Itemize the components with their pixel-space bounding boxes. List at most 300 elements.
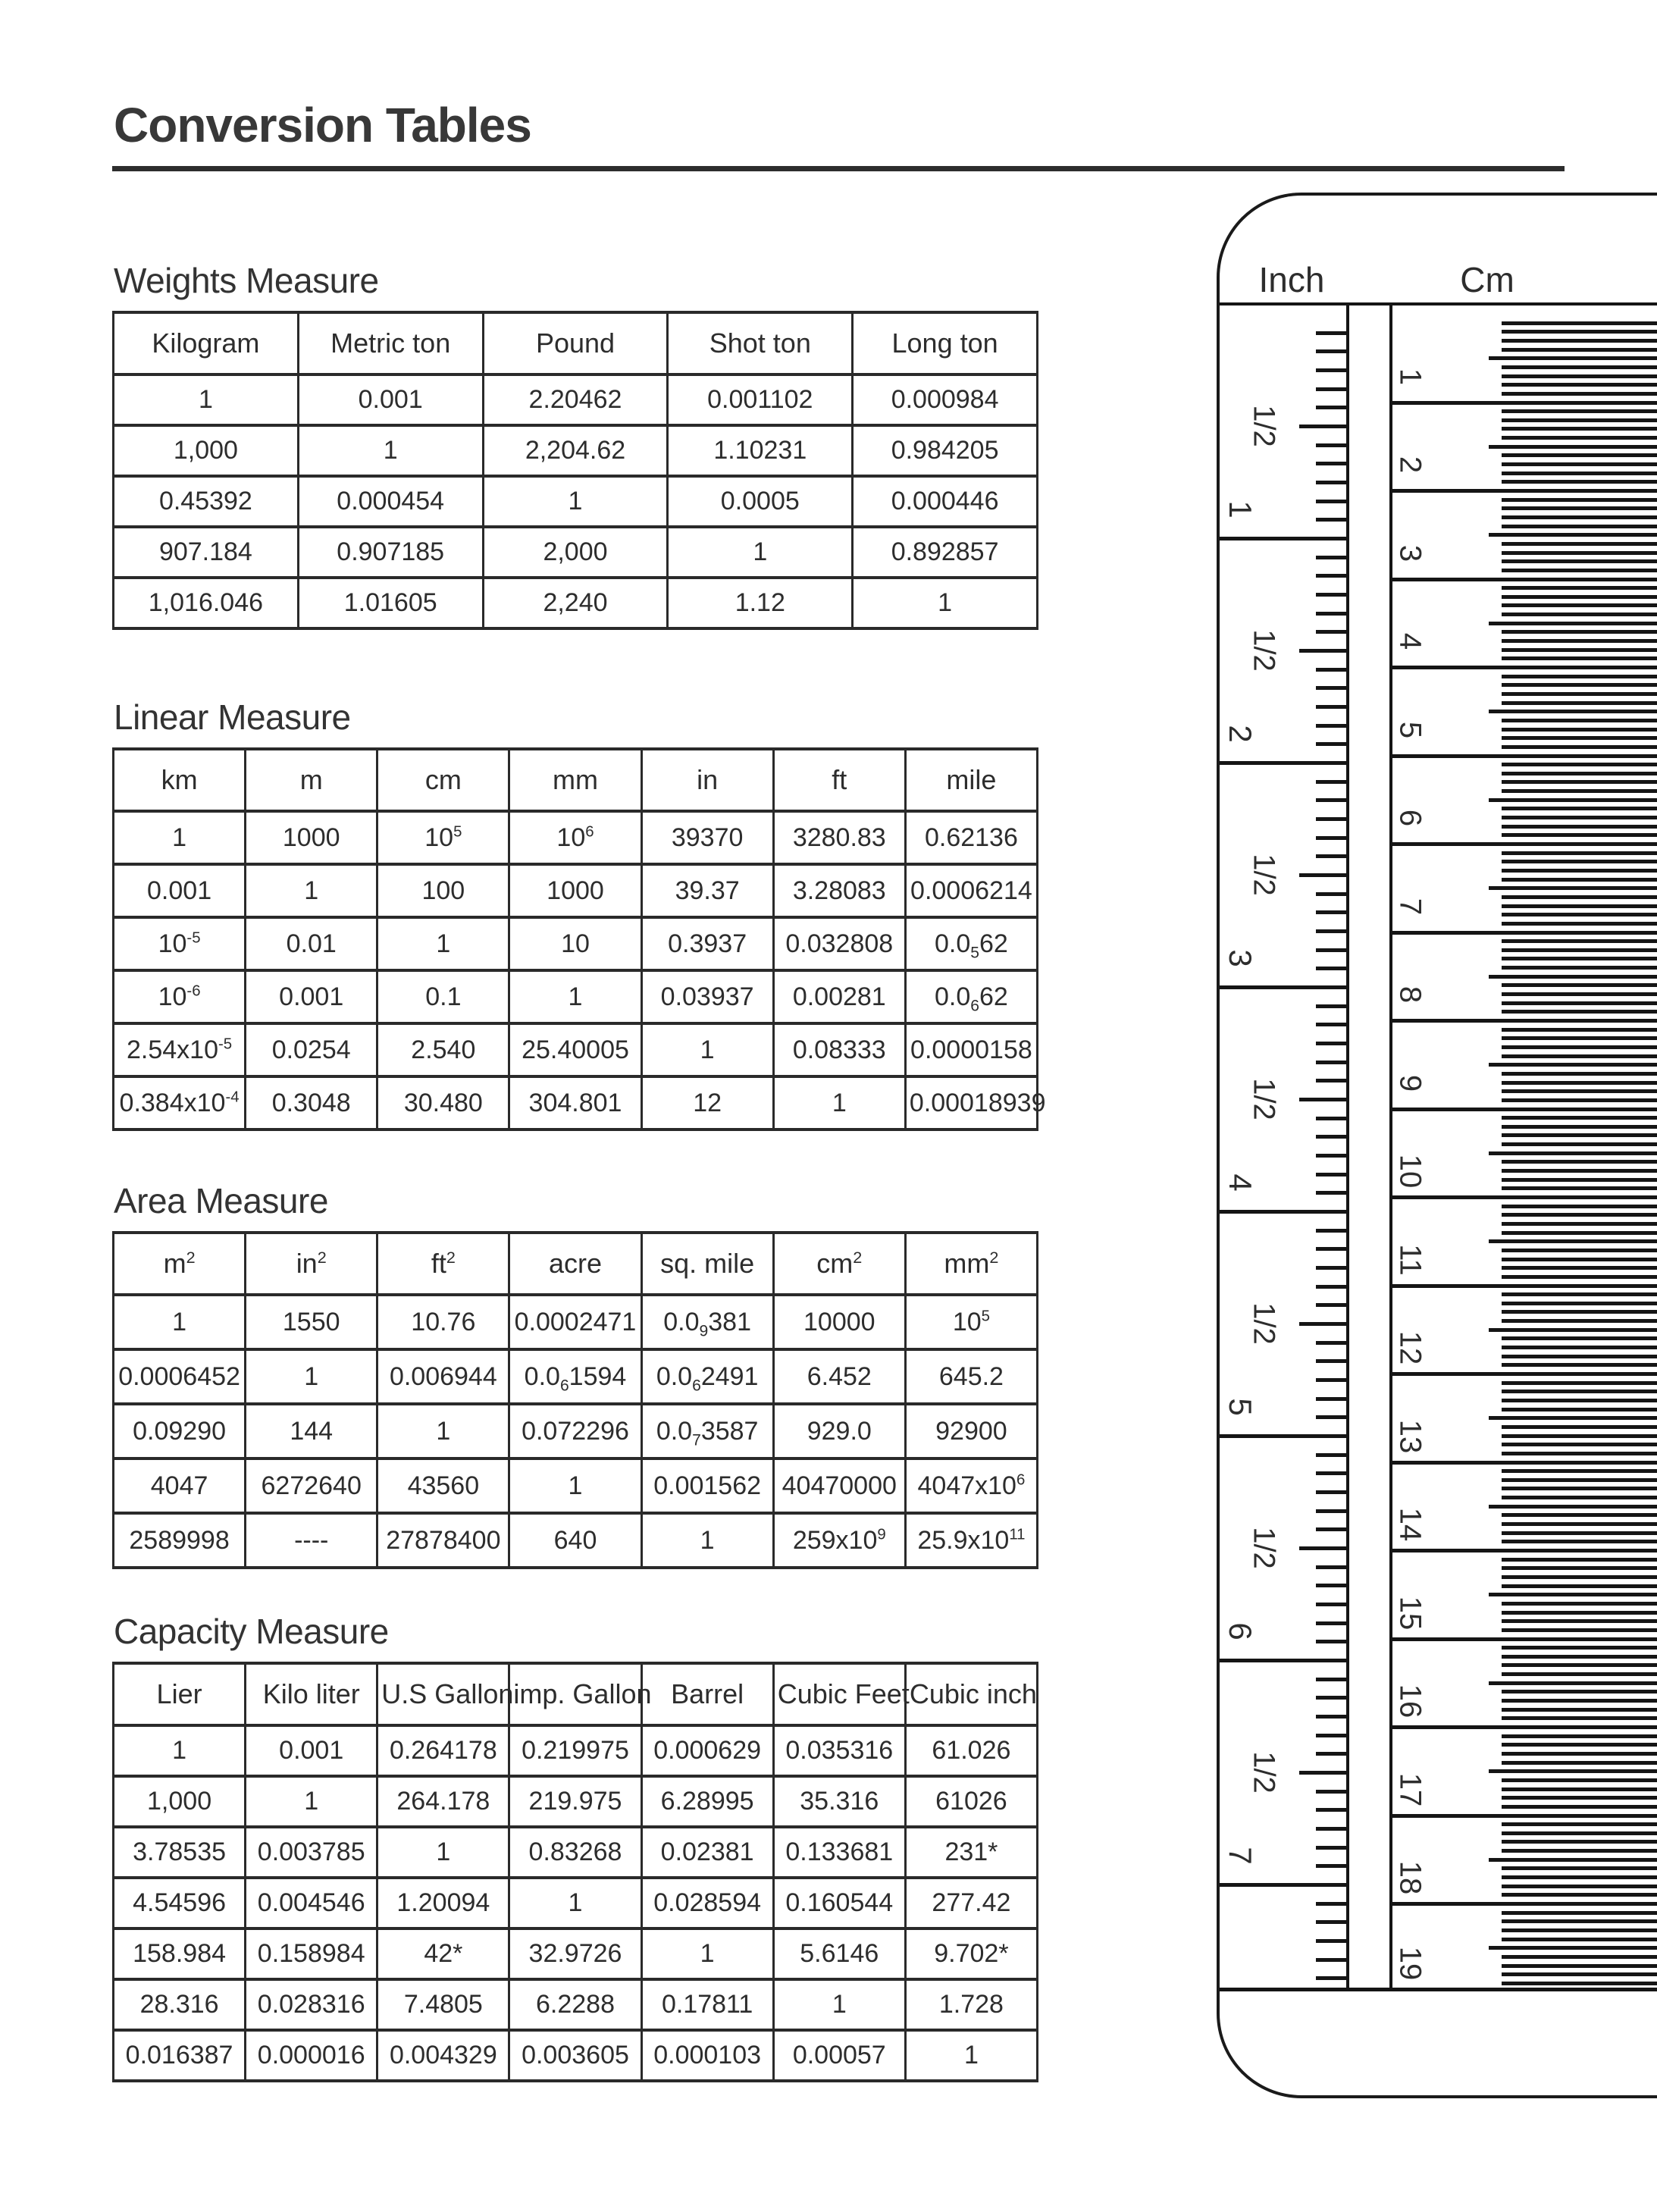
title-rule [112,166,1565,171]
mm-tick [1502,1258,1657,1261]
mm-tick [1502,1531,1657,1535]
cm-number: 18 [1393,1860,1427,1895]
table-row [114,1023,1038,1076]
mm-tick [1502,409,1657,413]
cm-number: 13 [1393,1419,1427,1454]
mm-tick [1502,1487,1657,1490]
mm-tick [1502,515,1657,519]
mm-tick [1502,1390,1657,1393]
table-cell: $0.0_73587$ [641,1404,773,1458]
table-cell: 4047 [114,1458,246,1513]
inch-tick [1316,1378,1346,1382]
table-cell: 42* [377,1928,509,1979]
mm-tick [1502,948,1657,952]
mm-tick [1502,878,1657,882]
table-cell: 32.9726 [509,1928,641,1979]
table-cell: 3.78535 [114,1827,246,1878]
cm-line [1389,578,1657,581]
table-cell: 9.702* [905,1928,1037,1979]
table-cell: $0.0_61594$ [509,1349,641,1404]
inch-line [1220,537,1346,540]
mm-tick [1502,656,1657,660]
table-cell: 6272640 [246,1458,377,1513]
inch-tick [1316,462,1346,465]
cm-line [1389,1902,1657,1906]
table-cell: 0.006944 [377,1349,509,1404]
mm-tick [1502,1434,1657,1438]
table-header-cell: $m^2$ [114,1233,246,1295]
table-cell: 0.62136 [905,811,1037,864]
table-cell: 4.54596 [114,1878,246,1928]
half-cm-tick [1489,1416,1657,1420]
ruler-scale-top-line [1220,302,1657,305]
weights-measure-table [112,311,1038,630]
table-cell: 10000 [773,1295,905,1349]
mm-tick [1502,675,1657,678]
cm-number: 12 [1393,1330,1427,1365]
mm-tick [1502,613,1657,616]
half-cm-tick [1489,1946,1657,1950]
inch-half-tick [1299,1546,1346,1550]
half-inch-label: 1/2 [1247,1527,1281,1569]
half-cm-tick [1489,1151,1657,1155]
cm-number: 8 [1393,985,1427,1004]
cm-number: 2 [1393,456,1427,474]
table-cell: 1 [246,1776,377,1827]
table-header-row [114,1233,1038,1295]
table-row [114,2030,1038,2081]
mm-tick [1502,1646,1657,1650]
mm-tick [1502,418,1657,422]
inch-tick [1316,1846,1346,1850]
inch-tick [1316,910,1346,914]
inch-tick [1316,668,1346,672]
table-row [114,374,1038,425]
table-cell: 0.03937 [641,970,773,1023]
mm-tick [1502,1231,1657,1235]
mm-tick [1502,1072,1657,1076]
table-cell: 39.37 [641,864,773,917]
mm-tick [1502,1275,1657,1279]
mm-tick [1502,1708,1657,1712]
cm-number: 7 [1393,898,1427,916]
inch-tick [1316,1958,1346,1962]
table-cell: 35.316 [773,1776,905,1827]
section-title: Capacity Measure [114,1612,389,1651]
table-cell: 0.01 [246,917,377,970]
table-cell: 645.2 [905,1349,1037,1404]
mm-tick [1502,321,1657,325]
area-measure-table [112,1231,1038,1569]
table-row [114,1404,1038,1458]
table-header-cell: $cm^2$ [773,1233,905,1295]
half-cm-tick [1489,622,1657,625]
table-cell: 1 [483,476,668,527]
ruler-cm-edge-line [1389,304,1392,1989]
section-linear-measure [112,696,1046,1131]
mm-tick [1502,348,1657,352]
table-cell: 0.001 [246,970,377,1023]
table-header-cell: imp. Gallon [509,1663,641,1725]
ruler-cm-heading: Cm [1460,260,1514,299]
mm-tick [1502,1310,1657,1314]
table-cell: 0.17811 [641,1979,773,2030]
inch-number: 2 [1223,725,1258,743]
mm-tick [1502,1938,1657,1941]
table-cell: 1.12 [668,578,853,628]
mm-tick [1502,1628,1657,1632]
inch-tick [1316,1303,1346,1307]
inch-tick [1316,1079,1346,1083]
table-cell: 1 [641,1928,773,1979]
table-header-row [114,312,1038,374]
mm-tick [1502,1690,1657,1693]
cm-line [1389,1814,1657,1818]
inch-tick [1316,780,1346,784]
table-cell: 3.28083 [773,864,905,917]
mm-tick [1502,1213,1657,1217]
mm-tick [1502,1619,1657,1623]
table-header-cell: mile [905,749,1037,811]
table-header-cell: Cubic Feet [773,1663,905,1725]
inch-tick [1316,556,1346,559]
table-row [114,811,1038,864]
inch-tick [1316,1715,1346,1719]
mm-tick [1502,595,1657,599]
table-header-row [114,749,1038,811]
table-cell: 1 [246,864,377,917]
inch-tick [1316,1247,1346,1251]
inch-tick [1316,1135,1346,1139]
table-row [114,476,1038,527]
section-capacity-measure [112,1610,1038,2082]
mm-tick [1502,1045,1657,1049]
inch-tick [1316,724,1346,728]
mm-tick [1502,966,1657,970]
inch-tick [1316,1341,1346,1345]
mm-tick [1502,745,1657,749]
inch-tick [1316,854,1346,858]
table-cell: 61.026 [905,1725,1037,1776]
mm-tick [1502,1734,1657,1738]
inch-number: 3 [1223,949,1258,967]
table-cell: $10^6$ [509,811,641,864]
mm-tick [1502,1381,1657,1385]
mm-tick [1502,807,1657,810]
table-cell: 40470000 [773,1458,905,1513]
mm-tick [1502,472,1657,475]
mm-tick [1502,1566,1657,1570]
table-header-cell: Shot ton [668,312,853,374]
table-cell: 0.133681 [773,1827,905,1878]
table-header-cell: ft [773,749,905,811]
mm-tick [1502,1787,1657,1791]
table-cell: 0.158984 [246,1928,377,1979]
half-inch-label: 1/2 [1247,405,1281,447]
table-cell: $2.54x10^{-5}$ [114,1023,246,1076]
table-cell: 0.001 [298,374,483,425]
table-cell: $0.0_662$ [905,970,1037,1023]
mm-tick [1502,1796,1657,1800]
half-cm-tick [1489,1681,1657,1685]
table-cell: $25.9x10^{11}$ [905,1513,1037,1568]
table-cell: 92900 [905,1404,1037,1458]
table-cell: 0.00057 [773,2030,905,2081]
inch-line [1220,1883,1346,1887]
mm-tick [1502,639,1657,643]
table-header-cell: U.S Gallon [377,1663,509,1725]
half-inch-label: 1/2 [1247,854,1281,896]
cm-line [1389,931,1657,935]
mm-tick [1502,1805,1657,1809]
cm-line [1389,754,1657,758]
inch-tick [1316,1154,1346,1158]
table-cell: 0.892857 [853,527,1038,578]
inch-number: 7 [1223,1847,1258,1865]
table-header-row [114,1663,1038,1725]
mm-tick [1502,833,1657,837]
mm-tick [1502,1178,1657,1182]
cm-number: 6 [1393,809,1427,827]
table-cell: 5.6146 [773,1928,905,1979]
table-row [114,1878,1038,1928]
inch-tick [1316,481,1346,484]
inch-tick [1316,443,1346,447]
table-cell: 0.003605 [509,2030,641,2081]
inch-half-tick [1299,425,1346,428]
inch-half-tick [1299,1098,1346,1101]
table-cell: 2589998 [114,1513,246,1568]
inch-tick [1316,1042,1346,1045]
cm-number: 3 [1393,544,1427,562]
table-row [114,527,1038,578]
table-cell: 1 [641,1513,773,1568]
table-cell: 907.184 [114,527,299,578]
inch-tick [1316,1808,1346,1812]
table-cell: 1000 [246,811,377,864]
mm-tick [1502,1355,1657,1358]
inch-tick [1316,406,1346,409]
mm-tick [1502,1336,1657,1340]
half-inch-label: 1/2 [1247,1751,1281,1794]
mm-tick [1502,1558,1657,1562]
table-cell: 0.0006452 [114,1349,246,1404]
table-cell: 30.480 [377,1076,509,1129]
table-cell: 0.000103 [641,2030,773,2081]
half-cm-tick [1489,533,1657,537]
table-cell: 0.00018939 [905,1076,1037,1129]
table-cell: 27878400 [377,1513,509,1568]
table-cell: 1 [114,1295,246,1349]
table-cell: 12 [641,1076,773,1129]
table-cell: 39370 [641,811,773,864]
table-cell: 43560 [377,1458,509,1513]
cm-line [1389,842,1657,846]
inch-tick [1316,1790,1346,1794]
inch-tick [1316,1359,1346,1363]
cm-line [1389,1461,1657,1465]
table-header-cell: sq. mile [641,1233,773,1295]
mm-tick [1502,1575,1657,1579]
cm-number: 5 [1393,721,1427,739]
mm-tick [1502,551,1657,555]
mm-tick [1502,1028,1657,1032]
cm-line [1389,1372,1657,1376]
inch-tick [1316,574,1346,578]
table-cell: 1 [246,1349,377,1404]
inch-tick [1316,593,1346,597]
ruler-inch-heading: Inch [1258,260,1325,299]
table-cell: 0.032808 [773,917,905,970]
table-cell: 0.001 [114,864,246,917]
table-cell: 1.728 [905,1979,1037,2030]
mm-tick [1502,1513,1657,1517]
mm-tick [1502,559,1657,563]
cm-line [1389,1637,1657,1641]
table-header-cell: Long ton [853,312,1038,374]
mm-tick [1502,719,1657,722]
table-cell: 61026 [905,1776,1037,1827]
mm-tick [1502,1928,1657,1932]
mm-tick [1502,1133,1657,1137]
mm-tick [1502,1761,1657,1765]
mm-tick [1502,1186,1657,1190]
table-cell: 1.10231 [668,425,853,476]
table-cell: 1 [114,811,246,864]
cm-number: 19 [1393,1946,1427,1981]
cm-number: 1 [1393,368,1427,386]
table-cell: 1 [509,970,641,1023]
inch-tick [1316,1584,1346,1587]
table-cell: 7.4805 [377,1979,509,2030]
mm-tick [1502,1222,1657,1226]
mm-tick [1502,913,1657,916]
table-cell: 0.0006214 [905,864,1037,917]
table-cell: 0.219975 [509,1725,641,1776]
inch-tick [1316,630,1346,634]
mm-tick [1502,1699,1657,1703]
table-cell: 2,240 [483,578,668,628]
inch-tick [1316,1696,1346,1700]
mm-tick [1502,1443,1657,1446]
half-cm-tick [1489,356,1657,360]
mm-tick [1502,1089,1657,1093]
table-cell: 0.003785 [246,1827,377,1878]
table-cell: 1000 [509,864,641,917]
table-cell: 0.000446 [853,476,1038,527]
table-cell: 0.984205 [853,425,1038,476]
mm-tick [1502,383,1657,387]
inch-tick [1316,929,1346,933]
inch-tick [1316,1004,1346,1008]
inch-tick [1316,1266,1346,1270]
table-cell: 1 [509,1458,641,1513]
inch-tick [1316,349,1346,353]
mm-tick [1502,498,1657,502]
table-header-cell: Cubic inch [905,1663,1037,1725]
table-cell: 1 [773,1076,905,1129]
inch-tick [1316,817,1346,821]
mm-tick [1502,683,1657,687]
inch-tick [1316,836,1346,840]
inch-line [1220,1659,1346,1662]
cm-line [1389,1108,1657,1111]
cm-number: 15 [1393,1596,1427,1631]
inch-tick [1316,1173,1346,1176]
inch-tick [1316,1229,1346,1233]
table-cell: 1 [114,1725,246,1776]
inch-half-tick [1299,873,1346,877]
half-cm-tick [1489,798,1657,802]
table-cell: 0.028316 [246,1979,377,2030]
table-cell: 0.02381 [641,1827,773,1878]
mm-tick [1502,789,1657,793]
cm-line [1389,489,1657,493]
table-cell: 2.540 [377,1023,509,1076]
table-cell: 25.40005 [509,1023,641,1076]
table-cell: 10 [509,917,641,970]
table-cell: 0.072296 [509,1404,641,1458]
mm-tick [1502,1469,1657,1473]
table-cell: $10^{-6}$ [114,970,246,1023]
mm-tick [1502,1036,1657,1040]
table-header-cell: Barrel [641,1663,773,1725]
mm-tick [1502,1672,1657,1676]
inch-tick [1316,331,1346,335]
table-header-cell: Lier [114,1663,246,1725]
table-cell: 1 [377,1404,509,1458]
inch-number: 6 [1223,1622,1258,1640]
table-cell: 1 [853,578,1038,628]
table-row [114,1928,1038,1979]
table-cell: $10^5$ [905,1295,1037,1349]
mm-tick [1502,330,1657,334]
table-cell: 2.20462 [483,374,668,425]
mm-tick [1502,869,1657,873]
inch-line [1220,1210,1346,1214]
mm-tick [1502,763,1657,766]
table-cell: 0.264178 [377,1725,509,1776]
mm-tick [1502,1743,1657,1747]
table-row [114,1725,1038,1776]
mm-tick [1502,1001,1657,1005]
inch-tick [1316,967,1346,970]
table-cell: $0.0_9381$ [641,1295,773,1349]
mm-tick [1502,983,1657,987]
table-header-cell: Pound [483,312,668,374]
inch-tick [1316,1117,1346,1120]
inch-line [1220,985,1346,989]
inch-line [1220,761,1346,765]
half-cm-tick [1489,975,1657,979]
mm-tick [1502,895,1657,899]
half-inch-label: 1/2 [1247,1302,1281,1345]
mm-tick [1502,569,1657,572]
table-cell: 0.45392 [114,476,299,527]
table-row [114,1076,1038,1129]
mm-tick [1502,1522,1657,1526]
mm-tick [1502,339,1657,343]
mm-tick [1502,603,1657,607]
cm-line [1389,1725,1657,1729]
mm-tick [1502,436,1657,440]
table-cell: 0.00281 [773,970,905,1023]
cm-number: 10 [1393,1154,1427,1189]
table-header-cell: $ft^2$ [377,1233,509,1295]
table-cell: $10^5$ [377,811,509,864]
mm-tick [1502,1893,1657,1897]
inch-half-tick [1299,1322,1346,1326]
